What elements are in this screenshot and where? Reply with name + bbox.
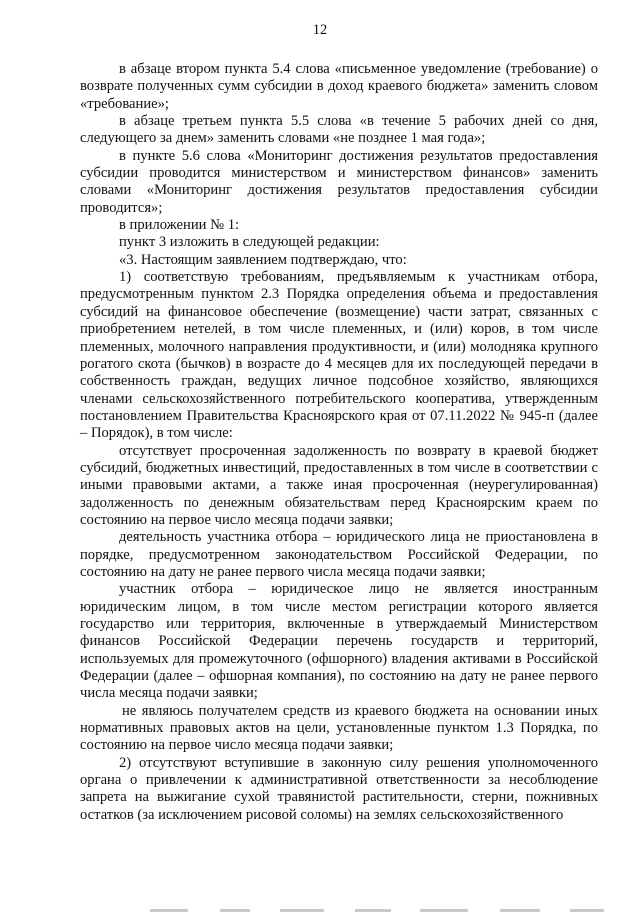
paragraph-declaration-heading: «3. Настоящим заявлением подтверждаю, что: <box>119 251 407 268</box>
scan-mark <box>570 909 604 912</box>
paragraph-amend-5-5: в абзаце третьем пункта 5.5 слова «в течение 5 рабочих дней со дня, следующего за днем» заменить словами «не позднее 1 мая года»; <box>80 113 598 147</box>
paragraph-amend-5-6: в пункте 5.6 слова «Мониторинг достижения результатов предоставления субсидии проводится министерством и министерством финансов» заменить словами «Мониторинг достижения результатов предоставления субсидии проводится»; <box>80 147 598 216</box>
paragraph-appendix-1: в приложении № 1: <box>119 217 240 234</box>
paragraph-amend-5-4: в абзаце втором пункта 5.4 слова «письменное уведомление (требование) о возврате полученных сумм субсидии в доход краевого бюджета» заменить словом «требование»; <box>80 61 598 112</box>
scan-edge-marks <box>150 907 620 915</box>
scan-mark <box>280 909 324 912</box>
paragraph-not-recipient: не являюсь получателем средств из краевого бюджета на основании иных нормативных правовых актов на цели, установленные пунктом 1.3 Порядка, по состоянию на первое число месяца подачи заявки; <box>80 702 598 754</box>
paragraph-not-suspended: деятельность участника отбора – юридического лица не приостановлена в порядке, предусмотренном законодательством Российской Федерации, по состоянию на дату не ранее первого числа месяца подачи заявки; <box>80 529 598 580</box>
document-body <box>80 61 598 824</box>
paragraph-item-3-intro: пункт 3 изложить в следующей редакции: <box>119 234 380 251</box>
page-number: 12 <box>312 22 328 38</box>
scan-mark <box>150 909 188 912</box>
scan-mark <box>220 909 250 912</box>
paragraph-condition-2: 2) отсутствуют вступившие в законную силу решения уполномоченного органа о привлечении к административной ответственности за несоблюдение запрета на выжигание сухой травянистой растительности, стерни, пожнивных остатков (за исключением рисовой соломы) на землях сельскохозяйственного <box>80 754 598 823</box>
scan-mark <box>420 909 468 912</box>
scan-mark <box>500 909 540 912</box>
paragraph-not-foreign-entity: участник отбора – юридическое лицо не является иностранным юридическим лицом, в том числе местом регистрации которого является государство или территория, включенные в утверждаемый Министерством финансов Российской Федерации перечень государств и территорий, используемых для промежуточного (офшорного) владения активами в Российской Федерации (далее – офшорная компания), по состоянию на дату не ранее первого числа месяца подачи заявки; <box>80 581 598 702</box>
scan-mark <box>355 909 391 912</box>
paragraph-no-overdue-debt: отсутствует просроченная задолженность по возврату в краевой бюджет субсидий, бюджетных инвестиций, предоставленных в том числе в соответствии с иными правовыми актами, а также иная просроченная (неурегулированная) задолженность по денежным обязательствам перед Красноярским краем по состоянию на первое число месяца подачи заявки; <box>80 442 598 528</box>
paragraph-condition-1: 1) соответствую требованиям, предъявляемым к участникам отбора, предусмотренным пунктом 2.3 Порядка определения объема и предоставления субсидий на финансовое обеспечение (возмещение) части затрат, связанных с приобретением нетелей, в том числе племенных, и (или) коров, в том числе племенных, молочного направления продуктивности, и (или) молодняка крупного рогатого скота (бычков) в возрасте до 4 месяцев для их последующей передачи в собственность граждан, ведущих личное подсобное хозяйство, являющихся членами сельскохозяйственного потребительского кооператива, утвержденным постановлением Правительства Красноярского края от 07.11.2022 № 945-п (далее – Порядок), в том числе: <box>80 269 598 442</box>
